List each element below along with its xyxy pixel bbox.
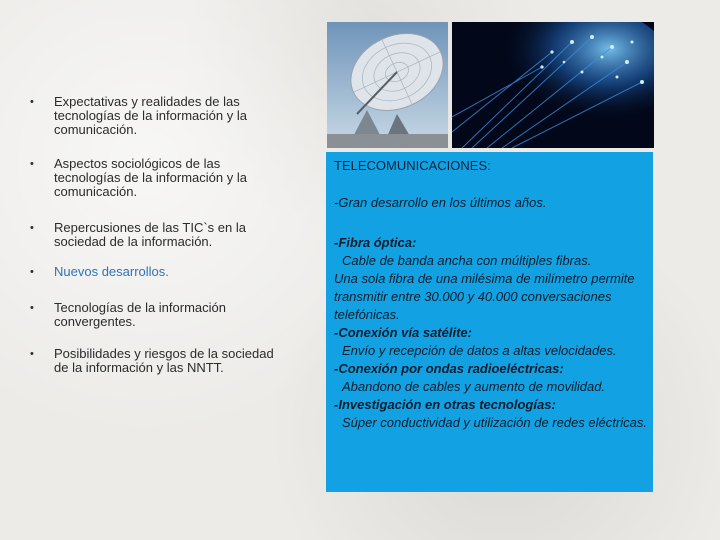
telecom-panel [326, 152, 653, 492]
satellite-dish-image [327, 22, 448, 148]
invest-label: -Investigación en otras tecnologías: [334, 397, 556, 412]
invest-text: Súper conductividad y utilización de redes eléctricas. [342, 415, 647, 430]
panel-intro: -Gran desarrollo en los últimos años. [334, 195, 547, 210]
list-item: • Expectativas y realidades de las tecnologías de la información y la comunicación. [30, 94, 247, 137]
panel-title: TELECOMUNICACIONES: [334, 158, 491, 173]
list-item: • Nuevos desarrollos. [30, 264, 169, 279]
list-item: • Tecnologías de la información convergentes. [30, 300, 226, 329]
satelite-label: -Conexión vía satélite: [334, 325, 472, 340]
satelite-text: Envío y recepción de datos a altas velocidades. [342, 343, 617, 358]
bullet-icon: • [30, 266, 34, 278]
radio-label: -Conexión por ondas radioeléctricas: [334, 361, 564, 376]
bullet-icon: • [30, 302, 34, 314]
panel-body [334, 234, 649, 432]
bullet-icon: • [30, 158, 34, 170]
radio-text: Abandono de cables y aumento de movilidad. [342, 379, 606, 394]
fibra-line: Cable de banda ancha con múltiples fibras. [342, 253, 592, 268]
fibra-label: -Fibra óptica: [334, 235, 417, 250]
fibra-detail: Una sola fibra de una milésima de milímetro permite transmitir entre 30.000 y 40.000 conversaciones telefónicas. [334, 271, 635, 322]
bullet-icon: • [30, 96, 34, 108]
list-item: • Aspectos sociológicos de las tecnologías de la información y la comunicación. [30, 156, 247, 199]
bullet-icon: • [30, 348, 34, 360]
list-item: • Posibilidades y riesgos de la sociedad de la información y las NNTT. [30, 346, 274, 375]
optical-fiber-image [452, 22, 654, 148]
bullet-icon: • [30, 222, 34, 234]
list-item: • Repercusiones de las TIC`s en la sociedad de la información. [30, 220, 246, 249]
